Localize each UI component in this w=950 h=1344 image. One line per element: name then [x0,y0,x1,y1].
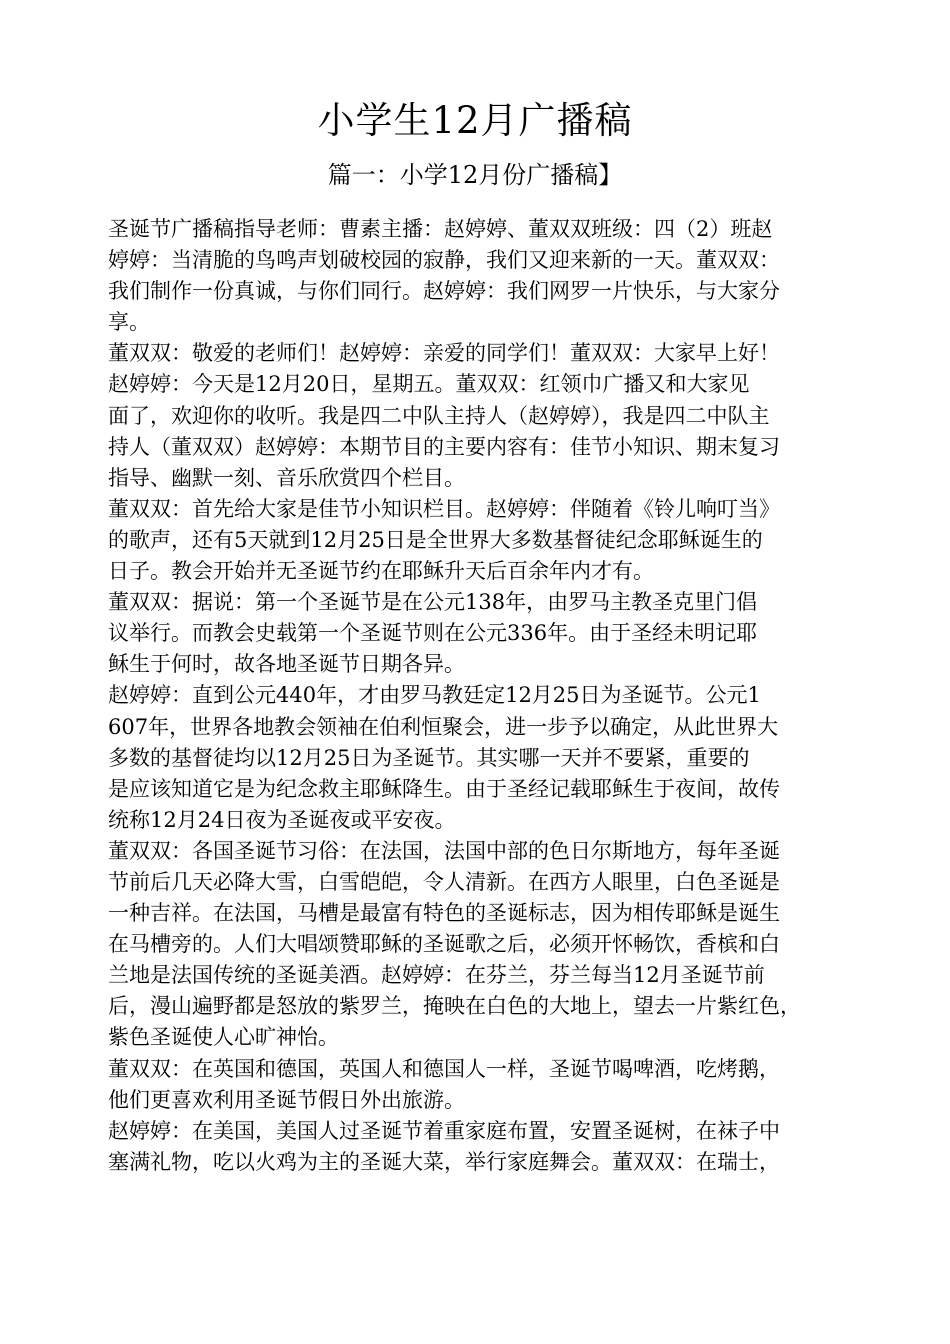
text-line: 董双双：在英国和德国，英国人和德国人一样，圣诞节喝啤酒，吃烤鹅， [108,1056,780,1081]
text-line: 在马槽旁的。人们大唱颂赞耶稣的圣诞歌之后，必须开怀畅饮，香槟和白 [108,932,780,957]
text-line: 面了，欢迎你的收听。我是四二中队主持人（赵婷婷），我是四二中队主 [108,403,770,428]
text-line: 多数的基督徒均以12月25日为圣诞节。其实哪一天并不要紧，重要的 [108,745,750,770]
text-line: 赵婷婷：今天是12月20日，星期五。董双双：红领巾广播又和大家见 [108,372,750,397]
page-title: 小学生12月广播稿 [317,99,633,142]
text-line: 节前后几天必降大雪，白雪皑皑，令人清新。在西方人眼里，白色圣诞是 [108,869,780,894]
text-line: 我们制作一份真诚，与你们同行。赵婷婷：我们网罗一片快乐，与大家分 [108,279,780,304]
text-line: 持人（董双双）赵婷婷：本期节目的主要内容有：佳节小知识、期末复习 [108,434,780,459]
text-line: 后，漫山遍野都是怒放的紫罗兰，掩映在白色的大地上，望去一片紫红色， [108,994,801,1019]
text-line: 圣诞节广播稿指导老师：曹素主播：赵婷婷、董双双班级：四（2）班赵 [108,217,773,241]
text-line: 董双双：各国圣诞节习俗：在法国，法国中部的色日尔斯地方，每年圣诞 [108,838,780,863]
text-line: 塞满礼物，吃以火鸡为主的圣诞大菜，举行家庭舞会。董双双：在瑞士， [108,1149,780,1174]
text-line: 赵婷婷：直到公元440年，才由罗马教廷定12月25日为圣诞节。公元1 [108,683,761,708]
text-line: 兰地是法国传统的圣诞美酒。赵婷婷：在芬兰，芬兰每当12月圣诞节前 [108,963,765,988]
text-line: 议举行。而教会史载第一个圣诞节则在公元336年。由于圣经未明记耶 [108,621,758,646]
text-line: 指导、幽默一刻、音乐欣赏四个栏目。 [108,465,465,490]
body-text [108,214,868,1178]
text-line: 董双双：敬爱的老师们！赵婷婷：亲爱的同学们！董双双：大家早上好！ [108,341,780,366]
text-line: 的歌声，还有5天就到12月25日是全世界大多数基督徒纪念耶稣诞生的 [108,527,763,552]
text-line: 统称12月24日夜为圣诞夜或平安夜。 [108,807,456,832]
text-line: 稣生于何时，故各地圣诞节日期各异。 [108,652,465,677]
text-line: 607年，世界各地教会领袖在伯利恒聚会，进一步予以确定，从此世界大 [108,714,779,739]
text-line: 婷婷：当清脆的鸟鸣声划破校园的寂静，我们又迎来新的一天。董双双： [108,248,780,273]
text-line: 董双双：据说：第一个圣诞节是在公元138年，由罗马主教圣克里门倡 [108,590,758,615]
section-heading: 篇一：小学12月份广播稿】 [327,161,623,189]
text-line: 赵婷婷：在美国，美国人过圣诞节着重家庭布置，安置圣诞树，在袜子中 [108,1118,780,1143]
text-line: 享。 [108,310,150,335]
text-line: 紫色圣诞使人心旷神怡。 [108,1025,339,1050]
text-line: 董双双：首先给大家是佳节小知识栏目。赵婷婷：伴随着《铃儿响叮当》 [108,496,780,521]
text-line: 他们更喜欢利用圣诞节假日外出旅游。 [108,1087,465,1112]
text-line: 是应该知道它是为纪念救主耶稣降生。由于圣经记载耶稣生于夜间，故传 [108,776,780,801]
text-line: 日子。教会开始并无圣诞节约在耶稣升天后百余年内才有。 [108,559,654,584]
text-line: 一种吉祥。在法国，马槽是最富有特色的圣诞标志，因为相传耶稣是诞生 [108,901,780,926]
